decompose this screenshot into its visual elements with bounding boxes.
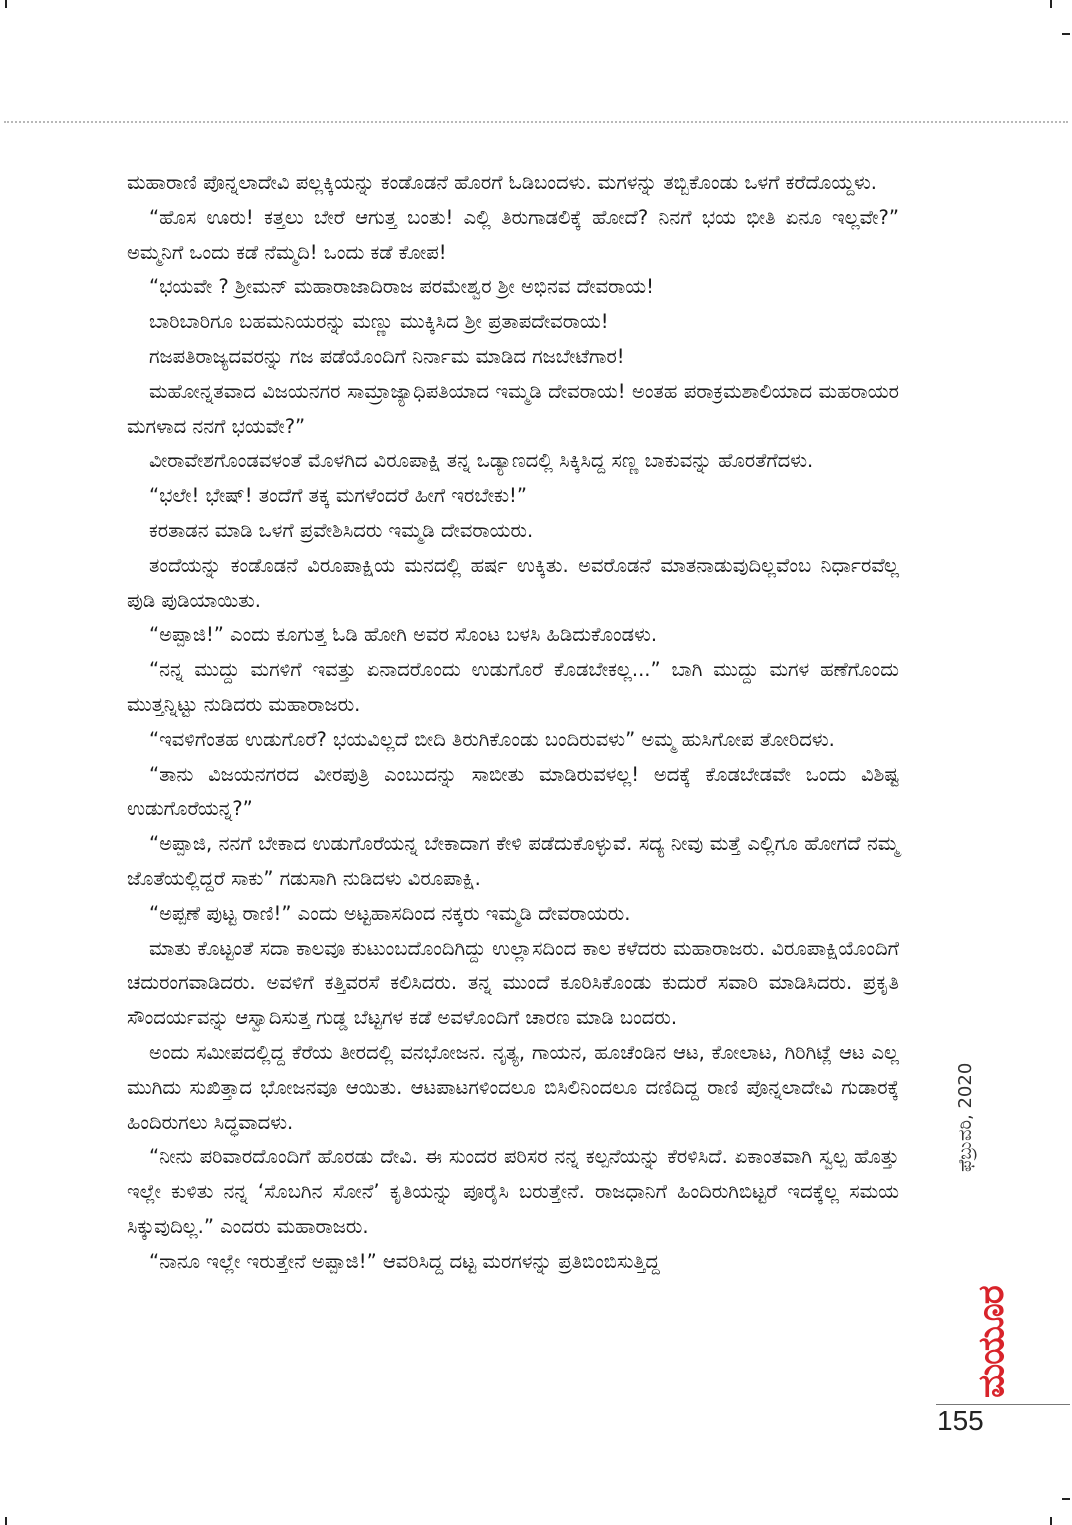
paragraph: ಮಹೋನ್ನತವಾದ ವಿಜಯನಗರ ಸಾಮ್ರಾಜ್ಯಾಧಿಪತಿಯಾದ ಇಮ್ಮಡಿ ದೇವರಾಯ! ಅಂತಹ ಪರಾಕ್ರಮಶಾಲಿಯಾದ ಮಹರಾಯರ ಮಗಳಾದ ನನಗೆ ಭಯವೇ?” xyxy=(127,379,899,438)
paragraph: “ನನ್ನ ಮುದ್ದು ಮಗಳಿಗೆ ಇವತ್ತು ಏನಾದರೊಂದು ಉಡುಗೊರೆ ಕೊಡಬೇಕಲ್ಲ...” ಬಾಗಿ ಮುದ್ದು ಮಗಳ ಹಣೆಗೊಂದು ಮುತ್ತನ್ನಿಟ್ಟು ನುಡಿದರು ಮಹಾರಾಜರು. xyxy=(127,658,899,716)
paragraph: ಮಹಾರಾಣಿ ಪೊನ್ನಲಾದೇವಿ ಪಲ್ಲಕ್ಕಿಯನ್ನು ಕಂಡೊಡನೆ ಹೊರಗೆ ಓಡಿಬಂದಳು. ಮಗಳನ್ನು ತಬ್ಬಿಕೊಂಡು ಒಳಗೆ ಕರೆದೊಯ್ದಳು. xyxy=(127,171,878,194)
paragraph: ಅಂದು ಸಮೀಪದಲ್ಲಿದ್ದ ಕೆರೆಯ ತೀರದಲ್ಲಿ ವನಭೋಜನ. ನೃತ್ಯ, ಗಾಯನ, ಹೂಚೆಂಡಿನ ಆಟ, ಕೋಲಾಟ, ಗಿರಿಗಿಟ್ಲೆ ಆಟ ಎಲ್ಲ ಮುಗಿದು ಸುಖಿತ್ತಾದ ಭೋಜನವೂ ಆಯಿತು. ಆಟಪಾಟಗಳಿಂದಲೂ ಬಿಸಿಲಿನಿಂದಲೂ ದಣಿದಿದ್ದ ರಾಣಿ ಪೊನ್ನಲಾದೇವಿ ಗುಡಾರಕ್ಕೆ ಹಿಂದಿರುಗಲು ಸಿದ್ಧವಾದಳು. xyxy=(127,1040,899,1134)
paragraph: “ಭಯವೇ ? ಶ್ರೀಮನ್ ಮಹಾರಾಜಾದಿರಾಜ ಪರಮೇಶ್ವರ ಶ್ರೀ ಅಭಿನವ ದೇವರಾಯ! xyxy=(149,275,654,299)
crop-mark-top-right xyxy=(1050,0,1052,8)
article-body xyxy=(127,166,899,1280)
crop-mark-bottom-left xyxy=(5,1517,7,1525)
crop-mark-bottom-right xyxy=(1050,1517,1052,1525)
paragraph: “ನೀನು ಪರಿವಾರದೊಂದಿಗೆ ಹೊರಡು ದೇವಿ. ಈ ಸುಂದರ ಪರಿಸರ ನನ್ನ ಕಲ್ಪನೆಯನ್ನು ಕೆರಳಿಸಿದೆ. ಏಕಾಂತವಾಗಿ ಸ್ವಲ್ಪ ಹೊತ್ತು ಇಲ್ಲೇ ಕುಳಿತು ನನ್ನ ‘ಸೊಬಗಿನ ಸೋನೆ’ ಕೃತಿಯನ್ನು ಪೂರೈಸಿ ಬರುತ್ತೇನೆ. ರಾಜಧಾನಿಗೆ ಹಿಂದಿರುಗಿಬಿಟ್ಟರೆ ಇದಕ್ಕೆಲ್ಲ ಸಮಯ ಸಿಕ್ಕುವುದಿಲ್ಲ.” ಎಂದರು ಮಹಾರಾಜರು. xyxy=(127,1145,899,1238)
crop-mark-right-bottom xyxy=(1062,1498,1070,1500)
page-number: 155 xyxy=(937,1405,984,1436)
paragraph: “ಅಪ್ಪಾಜಿ, ನನಗೆ ಬೇಕಾದ ಉಡುಗೊರೆಯನ್ನ ಬೇಕಾದಾಗ ಕೇಳಿ ಪಡೆದುಕೊಳ್ಳುವೆ. ಸದ್ಯ ನೀವು ಮತ್ತೆ ಎಲ್ಲಿಗೂ ಹೋಗದೆ ನಮ್ಮ ಜೊತೆಯಲ್ಲಿದ್ದರೆ ಸಾಕು” ಗಡುಸಾಗಿ ನುಡಿದಳು ವಿರೂಪಾಕ್ಷಿ. xyxy=(127,832,899,890)
paragraph: ಮಾತು ಕೊಟ್ಟಂತೆ ಸದಾ ಕಾಲವೂ ಕುಟುಂಬದೊಂದಿಗಿದ್ದು ಉಲ್ಲಾಸದಿಂದ ಕಾಲ ಕಳೆದರು ಮಹಾರಾಜರು. ವಿರೂಪಾಕ್ಷಿಯೊಂದಿಗೆ ಚದುರಂಗವಾಡಿದರು. ಅವಳಿಗೆ ಕತ್ತಿವರಸೆ ಕಲಿಸಿದರು. ತನ್ನ ಮುಂದೆ ಕೂರಿಸಿಕೊಂಡು ಕುದುರೆ ಸವಾರಿ ಮಾಡಿಸಿದರು. ಪ್ರಕೃತಿ ಸೌಂದರ್ಯವನ್ನು ಆಸ್ವಾದಿಸುತ್ತ ಗುಡ್ಡ ಬೆಟ್ಟಗಳ ಕಡೆ ಅವಳೊಂದಿಗೆ ಚಾರಣ ಮಾಡಿ ಬಂದರು. xyxy=(127,936,899,1030)
paragraph: “ಹೊಸ ಊರು! ಕತ್ತಲು ಬೇರೆ ಆಗುತ್ತ ಬಂತು! ಎಲ್ಲಿ ತಿರುಗಾಡಲಿಕ್ಕೆ ಹೋದೆ? ನಿನಗೆ ಭಯ ಭೀತಿ ಏನೂ ಇಲ್ಲವೇ?” ಅಮ್ಮನಿಗೆ ಒಂದು ಕಡೆ ನೆಮ್ಮದಿ! ಒಂದು ಕಡೆ ಕೋಪ! xyxy=(127,205,899,264)
magazine-logo: ಮಯೂರ xyxy=(971,1286,1012,1398)
paragraph: “ಅಪ್ಪಣೆ ಪುಟ್ಟ ರಾಣಿ!” ಎಂದು ಅಟ್ಟಹಾಸದಿಂದ ನಕ್ಕರು ಇಮ್ಮಡಿ ದೇವರಾಯರು. xyxy=(149,901,631,925)
issue-date: ಫೆಬ್ರುವರಿ, 2020 xyxy=(955,1062,976,1172)
paragraph: ಬಾರಿಬಾರಿಗೂ ಬಹಮನಿಯರನ್ನು ಮಣ್ಣು ಮುಕ್ಕಿಸಿದ ಶ್ರೀ ಪ್ರತಾಪದೇವರಾಯ! xyxy=(149,310,609,334)
paragraph: ಕರತಾಡನ ಮಾಡಿ ಒಳಗೆ ಪ್ರವೇಶಿಸಿದರು ಇಮ್ಮಡಿ ದೇವರಾಯರು. xyxy=(149,518,534,542)
paragraph: “ತಾನು ವಿಜಯನಗರದ ವೀರಪುತ್ರಿ ಎಂಬುದನ್ನು ಸಾಬೀತು ಮಾಡಿರುವಳಲ್ಲ! ಅದಕ್ಕೆ ಕೊಡಬೇಡವೇ ಒಂದು ವಿಶಿಷ್ಟ ಉಡುಗೊರೆಯನ್ನ?” xyxy=(127,762,899,821)
paragraph: “ಅಪ್ಪಾಜಿ!” ಎಂದು ಕೂಗುತ್ತ ಓಡಿ ಹೋಗಿ ಅವರ ಸೊಂಟ ಬಳಸಿ ಹಿಡಿದುಕೊಂಡಳು. xyxy=(149,623,658,647)
paragraph: “ಭಲೇ! ಭೇಷ್! ತಂದೆಗೆ ತಕ್ಕ ಮಗಳೆಂದರೆ ಹೀಗೆ ಇರಬೇಕು!” xyxy=(149,484,527,508)
crop-mark-top-left xyxy=(5,0,7,8)
paragraph: ತಂದೆಯನ್ನು ಕಂಡೊಡನೆ ವಿರೂಪಾಕ್ಷಿಯ ಮನದಲ್ಲಿ ಹರ್ಷ ಉಕ್ಕಿತು. ಅವರೊಡನೆ ಮಾತನಾಡುವುದಿಲ್ಲವೆಂಬ ನಿರ್ಧಾರವೆಲ್ಲ ಪುಡಿ ಪುಡಿಯಾಯಿತು. xyxy=(127,553,899,612)
paragraph: “ಇವಳಿಗೆಂತಹ ಉಡುಗೊರೆ? ಭಯವಿಲ್ಲದೆ ಬೀದಿ ತಿರುಗಿಕೊಂಡು ಬಂದಿರುವಳು” ಅಮ್ಮ ಹುಸಿಗೋಪ ತೋರಿದಳು. xyxy=(149,727,835,751)
paragraph: “ನಾನೂ ಇಲ್ಲೇ ಇರುತ್ತೇನೆ ಅಪ್ಪಾಜಿ!” ಆವರಿಸಿದ್ದ ದಟ್ಟ ಮರಗಳನ್ನು ಪ್ರತಿಬಿಂಬಿಸುತ್ತಿದ್ದ xyxy=(149,1249,660,1273)
header-dotted-rule xyxy=(4,121,1068,123)
paragraph: ಗಜಪತಿರಾಜ್ಯದವರನ್ನು ಗಜ ಪಡೆಯೊಂದಿಗೆ ನಿರ್ನಾಮ ಮಾಡಿದ ಗಜಬೇಟೆಗಾರ! xyxy=(149,344,625,368)
crop-mark-right-top xyxy=(1062,33,1070,35)
paragraph: ವೀರಾವೇಶಗೊಂಡವಳಂತೆ ಮೊಳಗಿದ ವಿರೂಪಾಕ್ಷಿ ತನ್ನ ಒಡ್ಯಾಣದಲ್ಲಿ ಸಿಕ್ಕಿಸಿದ್ದ ಸಣ್ಣ ಬಾಕುವನ್ನು ಹೊರತೆಗೆದಳು. xyxy=(149,449,814,473)
